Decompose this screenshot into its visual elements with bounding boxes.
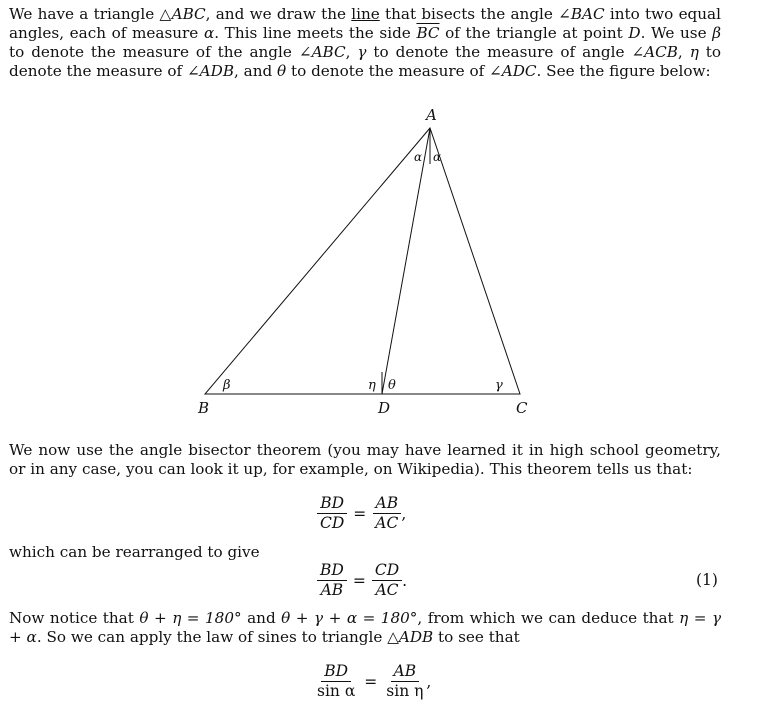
bisector-theorem-paragraph: We now use the angle bisector theorem (you may have learned it in high school geometry, or in any case, you can look it up, for example, on Wikipedia). This theorem tells us that: bbox=[9, 441, 721, 478]
denominator: CD bbox=[320, 514, 345, 532]
fraction bbox=[383, 662, 426, 701]
denominator: AC bbox=[375, 514, 399, 532]
equation-law-of-sines bbox=[314, 662, 431, 701]
text: , and bbox=[233, 62, 278, 80]
denominator: AC bbox=[375, 581, 399, 599]
label-theta: θ bbox=[388, 378, 396, 393]
math-triangle-abc: △ABC bbox=[159, 5, 206, 23]
denominator: sin η bbox=[386, 682, 424, 700]
equation-number: (1) bbox=[696, 571, 718, 589]
label-d: D bbox=[378, 399, 391, 417]
numerator: CD bbox=[372, 561, 402, 581]
math-eta: η bbox=[689, 43, 699, 61]
math-angle-acb: ∠ACB bbox=[631, 43, 678, 61]
text: We have a triangle bbox=[9, 5, 160, 23]
math-angle-bac: ∠BAC bbox=[558, 5, 605, 23]
text: to denote the measure of angle bbox=[366, 43, 632, 61]
label-c: C bbox=[516, 399, 528, 417]
label-gamma: γ bbox=[495, 378, 503, 393]
math-d: D bbox=[628, 24, 641, 42]
math-eta-relation: η = γ + α bbox=[9, 609, 722, 646]
math-angle-adb: ∠ADB bbox=[186, 62, 234, 80]
text: to see that bbox=[433, 628, 520, 646]
text: of the triangle at point bbox=[439, 24, 629, 42]
text: to denote the measure of bbox=[9, 43, 722, 80]
equals-sign: = bbox=[364, 672, 378, 691]
punctuation: , bbox=[401, 504, 407, 523]
triangle-abc bbox=[205, 128, 520, 394]
label-beta: β bbox=[223, 378, 231, 393]
math-angle-abc: ∠ABC bbox=[298, 43, 346, 61]
punctuation: . bbox=[402, 571, 408, 590]
numerator: BD bbox=[317, 494, 347, 514]
text: to denote the measure of bbox=[286, 62, 490, 80]
text: and bbox=[241, 609, 282, 627]
fraction bbox=[314, 662, 358, 701]
math-angle-adc: ∠ADC bbox=[489, 62, 537, 80]
label-a: A bbox=[426, 106, 437, 124]
numerator: BD bbox=[321, 662, 351, 682]
fraction bbox=[317, 494, 347, 533]
label-b: B bbox=[198, 399, 210, 417]
punctuation: , bbox=[426, 672, 432, 691]
math-theta: θ bbox=[277, 62, 287, 80]
text: to denote the measure of the angle bbox=[9, 43, 299, 61]
equals-sign: = bbox=[353, 504, 367, 523]
equation-rearranged bbox=[317, 561, 407, 600]
equals-sign: = bbox=[352, 571, 366, 590]
line-link[interactable]: line bbox=[351, 5, 380, 23]
denominator: AB bbox=[320, 581, 344, 599]
fraction bbox=[372, 494, 401, 533]
law-of-sines-paragraph bbox=[9, 609, 721, 647]
math-segment-bc: $\overline{BC}$ bbox=[416, 24, 440, 42]
text: into two equal angles, each of measure bbox=[9, 5, 721, 42]
rearranged-text: which can be rearranged to give bbox=[9, 543, 260, 561]
fraction bbox=[372, 561, 402, 600]
math-triangle-adb: △ADB bbox=[387, 628, 434, 646]
text: that bisects the angle bbox=[379, 5, 559, 23]
text: , and we draw the bbox=[205, 5, 352, 23]
text: , bbox=[677, 43, 690, 61]
bisector-line-ad bbox=[382, 128, 430, 394]
math-beta: β bbox=[712, 24, 722, 42]
math-alpha: α bbox=[203, 24, 215, 42]
text: . So we can apply the law of sines to triangle bbox=[36, 628, 388, 646]
denominator: sin α bbox=[317, 682, 356, 700]
label-eta: η bbox=[368, 378, 376, 393]
math-gamma: γ bbox=[357, 43, 367, 61]
equation-bisector-ratio bbox=[317, 494, 406, 533]
text: . We use bbox=[640, 24, 713, 42]
label-alpha-left: α bbox=[414, 150, 423, 164]
fraction bbox=[317, 561, 347, 600]
text: , bbox=[345, 43, 358, 61]
text: , from which we can deduce that bbox=[417, 609, 680, 627]
text: . This line meets the side bbox=[214, 24, 417, 42]
math-theta-eta: θ + η = 180° bbox=[139, 609, 242, 627]
text: Now notice that bbox=[9, 609, 140, 627]
numerator: AB bbox=[373, 494, 402, 514]
label-alpha-right: α bbox=[433, 150, 442, 164]
math-theta-gamma-alpha: θ + γ + α = 180° bbox=[281, 609, 418, 627]
text: . See the figure below: bbox=[536, 62, 711, 80]
numerator: BD bbox=[317, 561, 347, 581]
numerator: AB bbox=[391, 662, 420, 682]
